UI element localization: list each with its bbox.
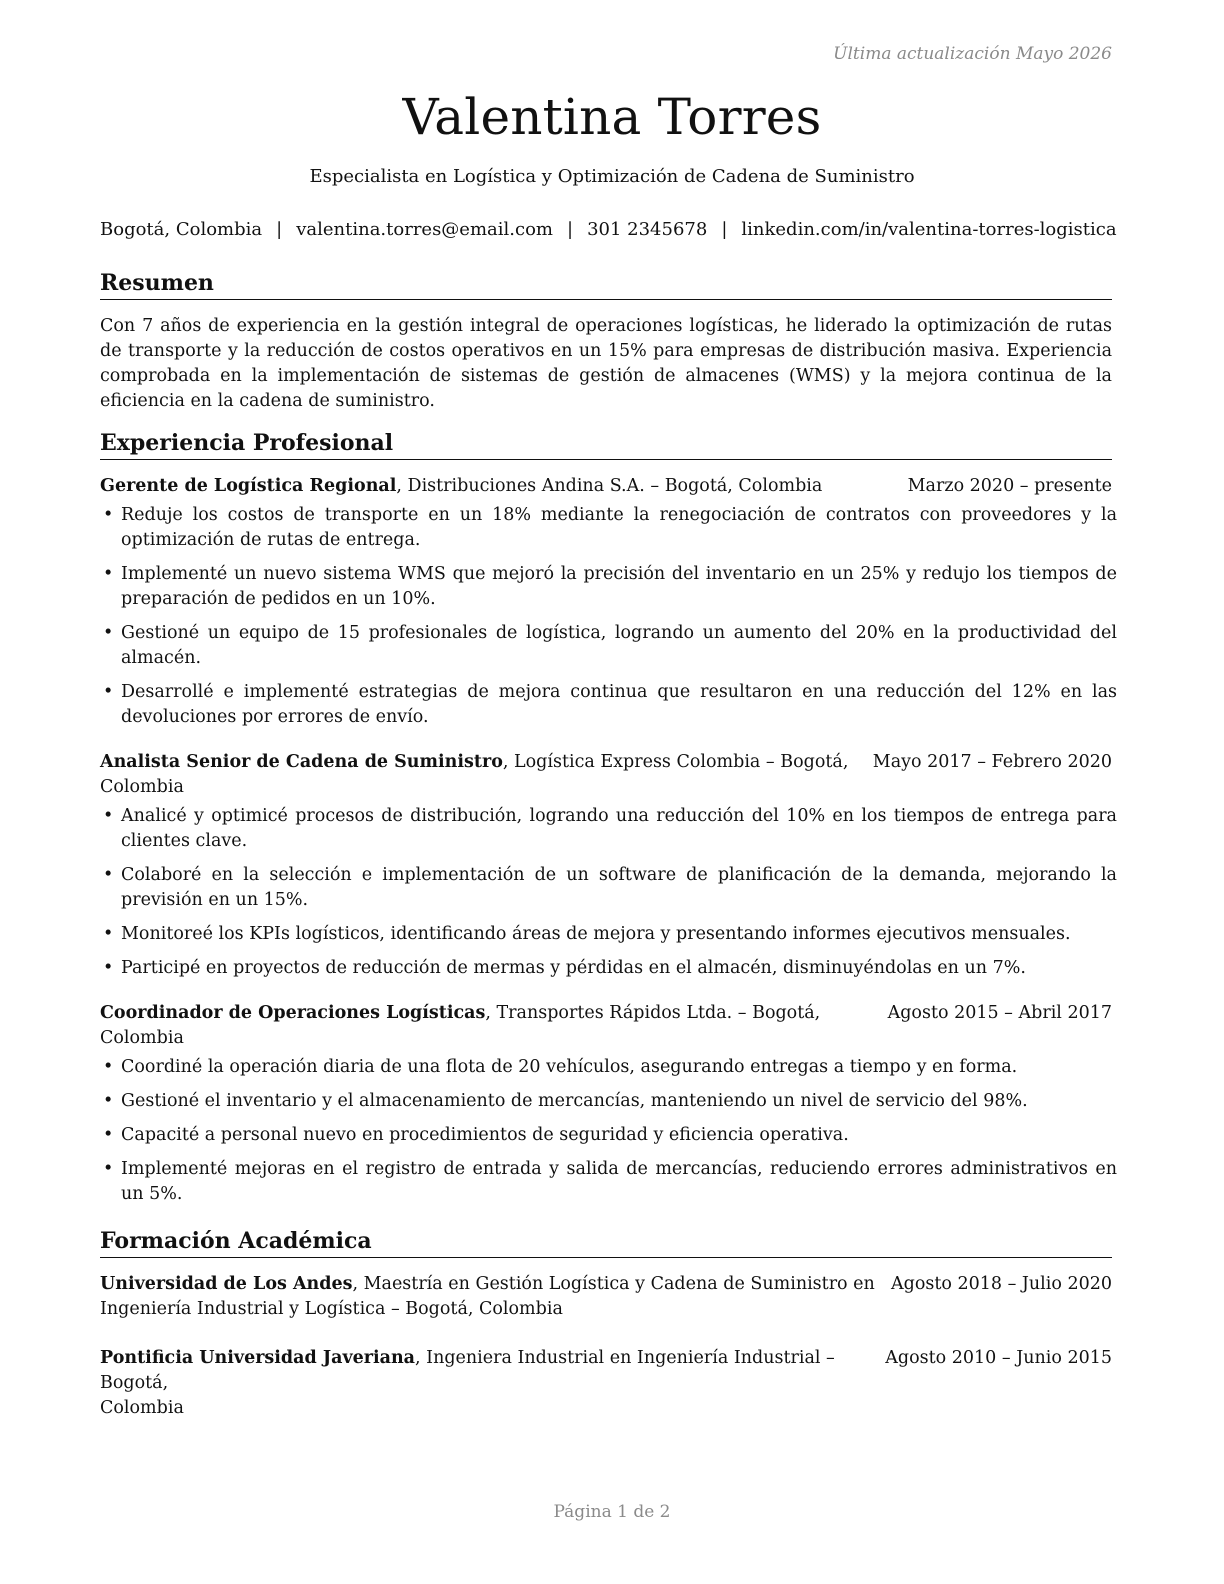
- job-entry: [100, 1001, 1117, 1207]
- job-dates: Marzo 2020 – presente: [907, 476, 1112, 496]
- education-entry: [100, 1272, 1112, 1322]
- job-company: , Transportes Rápidos Ltda. – Bogotá, Colombia: [100, 1003, 821, 1048]
- resume-content: [100, 268, 1117, 1421]
- education-line-1: [100, 1346, 885, 1396]
- candidate-name: Valentina Torres: [402, 88, 822, 146]
- contact-separator: |: [721, 219, 728, 240]
- job-bullets: [100, 503, 1117, 730]
- job-bullets: [100, 1055, 1117, 1207]
- education-entry: [100, 1346, 1112, 1421]
- job-bullet: • Gestioné el inventario y el almacenamiento de mercancías, manteniendo un nivel de servicio del 98%.: [100, 1089, 1117, 1114]
- education-row: [100, 1272, 1112, 1297]
- job-company: , Logística Express Colombia – Bogotá, Colombia: [100, 752, 849, 797]
- job-bullet: • Participé en proyectos de reducción de mermas y pérdidas en el almacén, disminuyéndolas en un 7%.: [100, 956, 1117, 981]
- job-bullet: • Reduje los costos de transporte en un 18% mediante la renegociación de contratos con proveedores y la optimización de rutas de entrega.: [100, 503, 1117, 553]
- job-bullet: • Capacité a personal nuevo en procedimientos de seguridad y eficiencia operativa.: [100, 1123, 1117, 1148]
- job-dates: Mayo 2017 – Febrero 2020: [872, 752, 1112, 772]
- job-title-line: [100, 1001, 888, 1051]
- job-entry: [100, 750, 1117, 981]
- section-gap: [100, 1216, 1112, 1226]
- job-entry: [100, 474, 1117, 730]
- job-title-line: [100, 474, 908, 499]
- job-role: Gerente de Logística Regional: [100, 476, 397, 496]
- job-header: [100, 750, 1112, 800]
- education-detail: , Maestría en Gestión Logística y Cadena de Suministro en: [352, 1274, 875, 1294]
- contact-email[interactable]: valentina.torres@email.com: [296, 219, 553, 240]
- contact-separator: |: [276, 219, 283, 240]
- contact-location: Bogotá, Colombia: [100, 219, 263, 240]
- job-bullet: • Implementé un nuevo sistema WMS que mejoró la precisión del inventario en un 25% y redujo los tiempos de preparación de pedidos en un 10%.: [100, 562, 1117, 612]
- education-school: Pontificia Universidad Javeriana: [100, 1348, 416, 1368]
- job-role: Analista Senior de Cadena de Suministro: [100, 752, 503, 772]
- job-bullet: • Desarrollé e implementé estrategias de mejora continua que resultaron en una reducción del 12% en las devoluciones por errores de envío.: [100, 680, 1117, 730]
- section-title-education: Formación Académica: [100, 1226, 1112, 1258]
- job-bullet: • Gestioné un equipo de 15 profesionales de logística, logrando un aumento del 20% en la productividad del almacén.: [100, 621, 1117, 671]
- contact-phone: 301 2345678: [587, 219, 708, 240]
- job-company: , Distribuciones Andina S.A. – Bogotá, Colombia: [396, 476, 823, 496]
- job-bullets: [100, 804, 1117, 981]
- education-dates: Agosto 2010 – Junio 2015: [885, 1348, 1112, 1368]
- job-header: [100, 1001, 1112, 1051]
- job-dates: Agosto 2015 – Abril 2017: [887, 1003, 1112, 1023]
- last-updated: Última actualización Mayo 2026: [833, 44, 1112, 64]
- job-role: Coordinador de Operaciones Logísticas: [100, 1003, 486, 1023]
- job-bullet: • Analicé y optimicé procesos de distribución, logrando una reducción del 10% en los tiempos de entrega para clientes clave.: [100, 804, 1117, 854]
- education-row: [100, 1346, 1112, 1396]
- education-dates: Agosto 2018 – Julio 2020: [890, 1274, 1112, 1294]
- job-bullet: • Coordiné la operación diaria de una flota de 20 vehículos, asegurando entregas a tiempo y en forma.: [100, 1055, 1117, 1080]
- job-header: [100, 474, 1112, 499]
- job-bullet: • Monitoreé los KPIs logísticos, identificando áreas de mejora y presentando informes ejecutivos mensuales.: [100, 922, 1117, 947]
- education-school: Universidad de Los Andes: [100, 1274, 353, 1294]
- job-bullet: • Colaboré en la selección e implementación de un software de planificación de la demanda, mejorando la previsión en un 15%.: [100, 863, 1117, 913]
- education-detail-continued: Ingeniería Industrial y Logística – Bogotá, Colombia: [100, 1299, 563, 1319]
- contact-line: [100, 219, 1117, 240]
- contact-linkedin[interactable]: linkedin.com/in/valentina-torres-logistica: [741, 219, 1117, 240]
- summary-text: Con 7 años de experiencia en la gestión integral de operaciones logísticas, he liderado la optimización de rutas de transporte y la reducción de costos operativos en un 15% para empresas de distribución masiva. Experiencia comprobada en la implementación de sistemas de gestión de almacenes (WMS) y la mejora continua de la eficiencia en la cadena de suministro.: [100, 316, 1112, 411]
- page-number: Página 1 de 2: [553, 1502, 671, 1522]
- education-detail-continued: Colombia: [100, 1398, 184, 1418]
- job-bullet: • Implementé mejoras en el registro de entrada y salida de mercancías, reduciendo errores administrativos en un 5%.: [100, 1157, 1117, 1207]
- education-line-1: [100, 1272, 875, 1297]
- section-title-experience: Experiencia Profesional: [100, 428, 1112, 460]
- section-title-summary: Resumen: [100, 268, 1112, 300]
- job-title-line: [100, 750, 873, 800]
- education-detail: , Ingeniera Industrial en Ingeniería Industrial – Bogotá,: [100, 1348, 835, 1393]
- contact-separator: |: [566, 219, 574, 240]
- candidate-headline: Especialista en Logística y Optimización de Cadena de Suministro: [309, 166, 915, 187]
